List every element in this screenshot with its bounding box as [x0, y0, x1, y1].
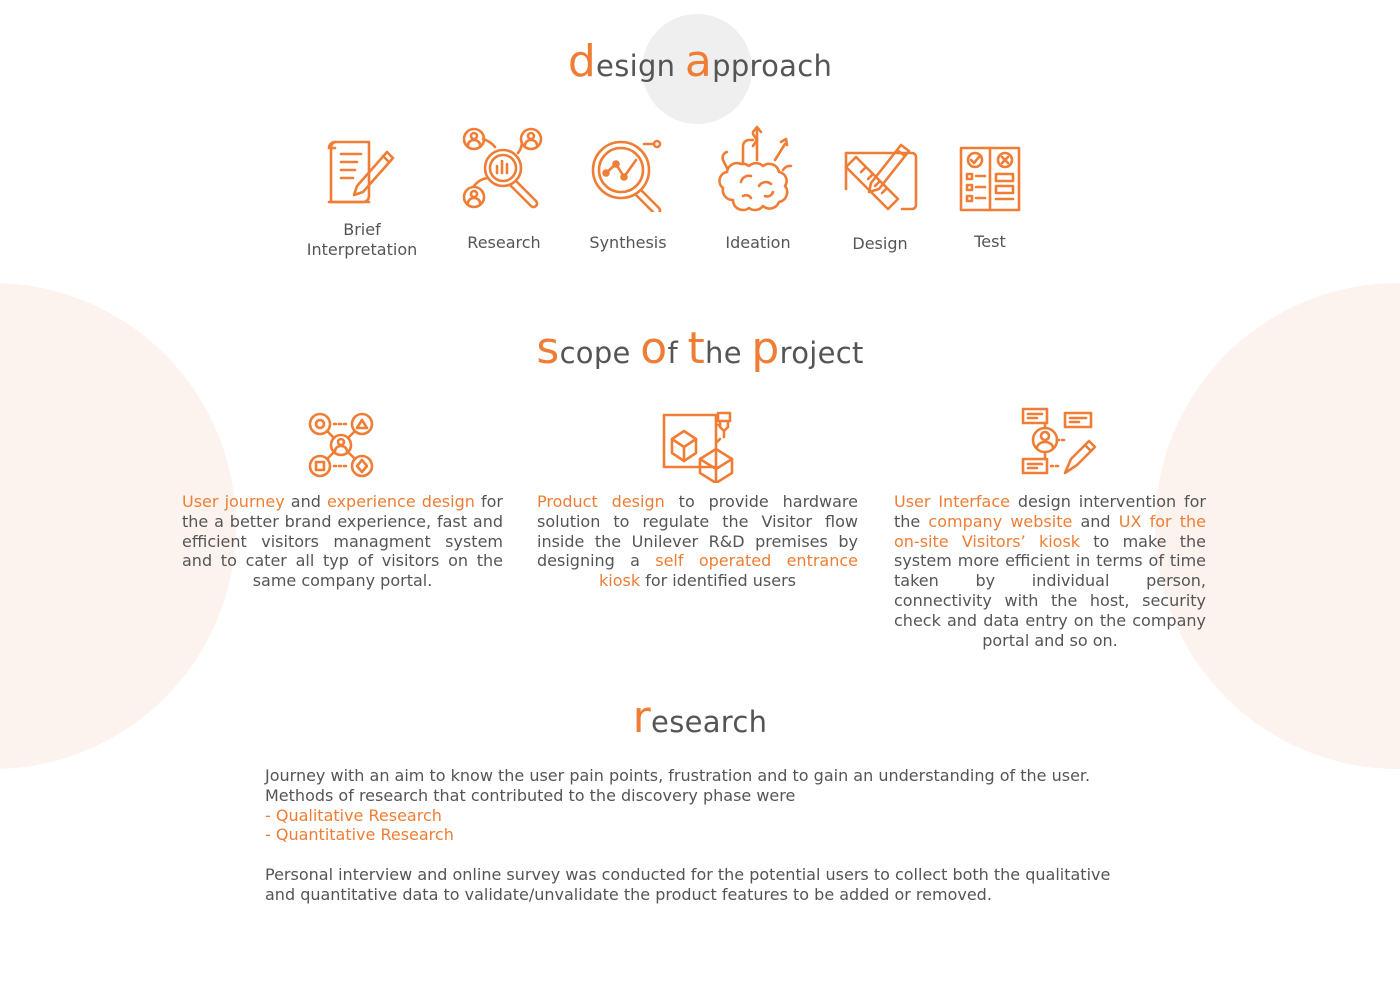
scope-user-journey-text: User journey and experience design for the a better brand experience, fast and efficient visitors managment system and to cater all typ of visitors on the same company portal. — [182, 492, 503, 591]
step-label: Test — [974, 232, 1006, 251]
document-pen-icon — [327, 136, 397, 208]
scope-heading: scope of the project — [536, 323, 864, 374]
step-brief-interpretation — [287, 136, 437, 259]
design-pencil-ruler-icon — [841, 137, 919, 213]
design-approach-heading: design approach — [567, 36, 833, 87]
step-label: Ideation — [725, 233, 791, 252]
step-label: Synthesis — [589, 233, 667, 252]
brain-ideation-icon — [713, 124, 803, 212]
research-magnifier-icon — [461, 126, 547, 212]
research-method-quantitative: - Quantitative Research — [265, 825, 454, 845]
step-label: Brief Interpretation — [306, 220, 418, 259]
step-synthesis — [553, 134, 703, 252]
research-paragraph-2: Personal interview and online survey was conducted for the potential users to collect both the qualitative and quantitative data to validate/unvalidate the product features to be added or removed. — [265, 864, 1111, 904]
product-3d-icon — [662, 411, 738, 483]
research-heading: research — [632, 692, 768, 743]
research-method-qualitative: - Qualitative Research — [265, 805, 442, 825]
step-test — [915, 146, 1065, 251]
research-body — [265, 766, 1165, 905]
step-label: Research — [467, 233, 541, 252]
research-line-2: Methods of research that contributed to the discovery phase were — [265, 785, 796, 805]
user-interface-icon — [1021, 405, 1097, 479]
research-line-1: Journey with an aim to know the user pain points, frustration and to gain an understanding of the user. — [265, 766, 1091, 785]
synthesis-magnifier-icon — [589, 134, 667, 212]
user-journey-icon — [307, 411, 375, 479]
scope-user-interface-text: User Interface design intervention for the company website and UX for the on-site Visitors’ kiosk to make the system more efficient in terms of time taken by individual person, connectivity with the host, security check and data entry on the company portal and so on. — [894, 492, 1207, 650]
scope-product-design-text: Product design to provide hardware solution to regulate the Visitor flow inside the Unilever R&D premises by designing a self operated entrance kiosk for identified users — [537, 492, 858, 591]
step-label: Design — [852, 234, 908, 253]
test-checklist-icon — [959, 146, 1021, 212]
